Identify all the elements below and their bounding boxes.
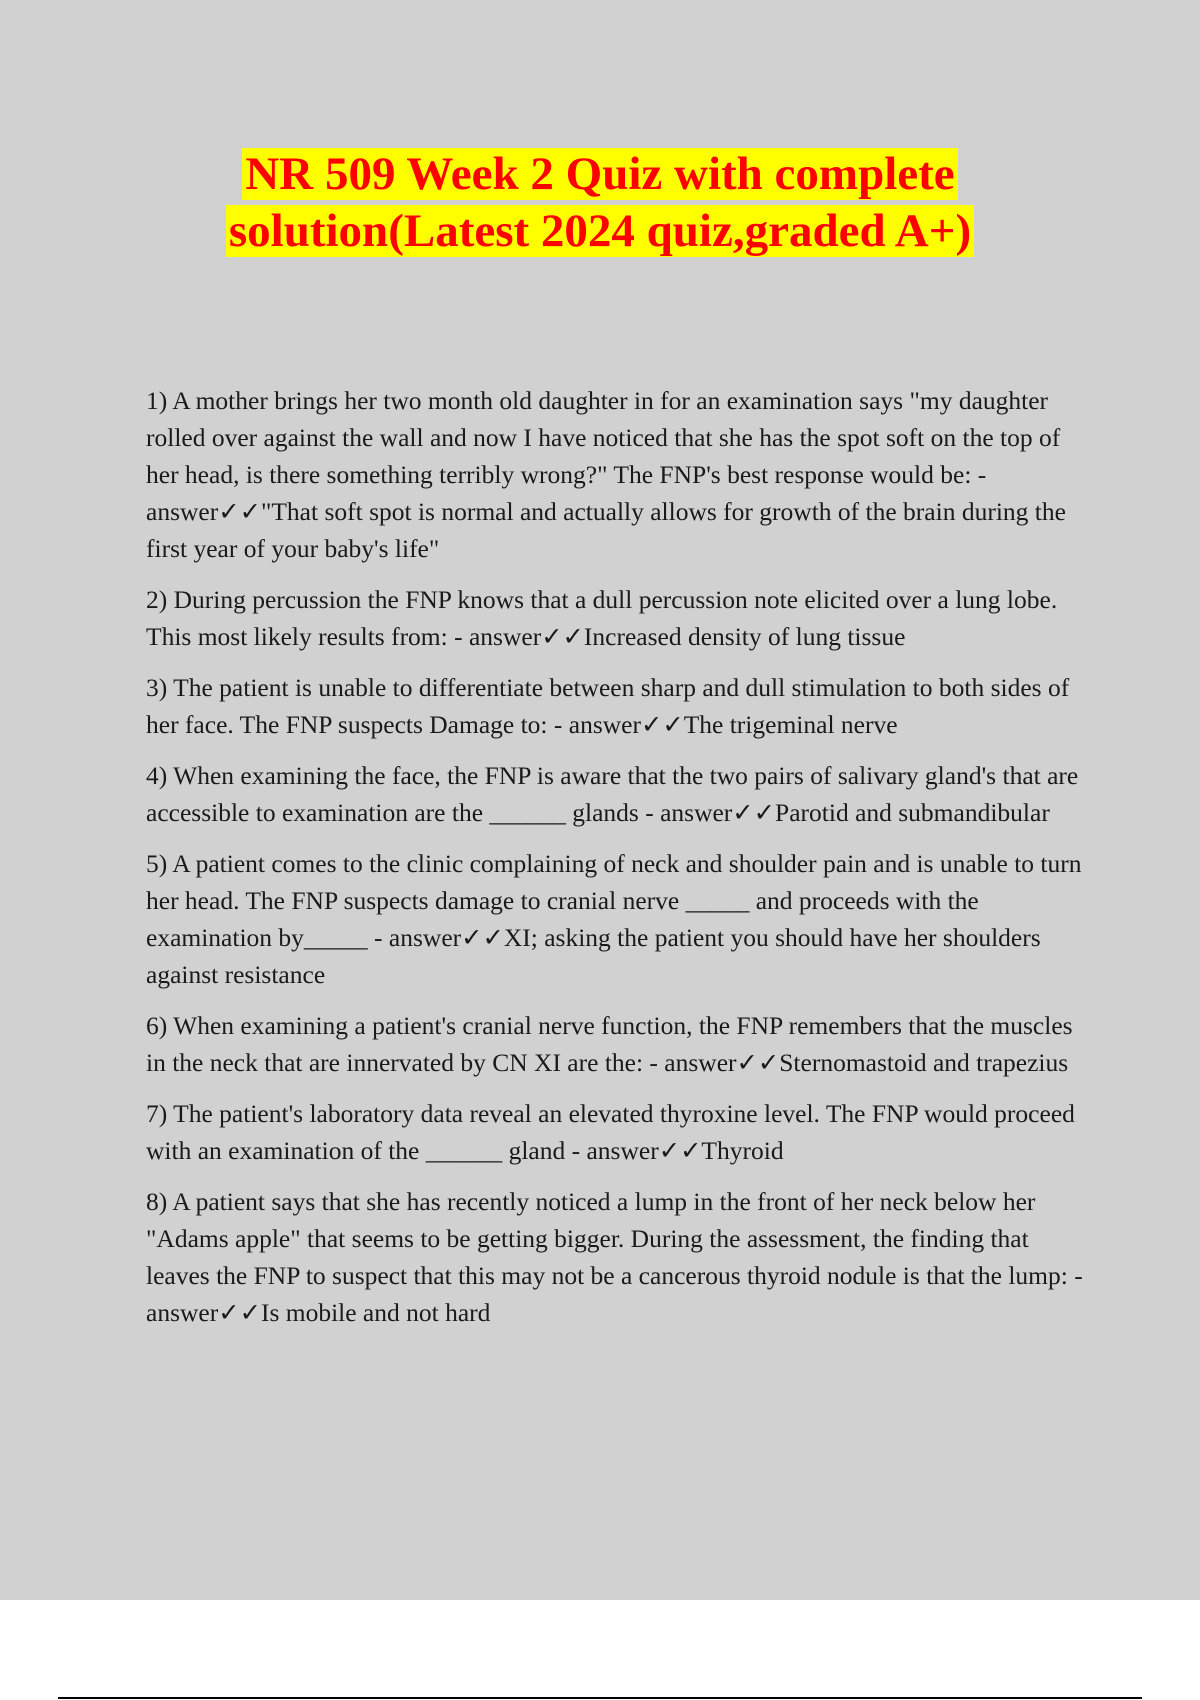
title-line-2: solution(Latest 2024 quiz,graded A+) — [226, 205, 974, 257]
document-title — [0, 146, 1200, 260]
question-1: 1) A mother brings her two month old daughter in for an examination says "my daughter rolled over against the wall and now I have noticed that she has the spot soft on the top of her head, is there something terribly wrong?" The FNP's best response would be: - answer✓✓"That soft spot is normal and actually allows for growth of the brain during the first year of your baby's life" — [146, 386, 1066, 563]
question-4: 4) When examining the face, the FNP is aware that the two pairs of salivary gland's that are accessible to examination are the ______ glands - answer✓✓Parotid and submandibular — [146, 761, 1079, 827]
page-footer — [0, 1600, 1200, 1700]
question-6: 6) When examining a patient's cranial nerve function, the FNP remembers that the muscles in the neck that are innervated by CN XI are the: - answer✓✓Sternomastoid and trapezius — [146, 1011, 1073, 1077]
footer-divider — [58, 1697, 1142, 1699]
question-8: 8) A patient says that she has recently noticed a lump in the front of her neck below her "Adams apple" that seems to be getting bigger. During the assessment, the finding that leaves the FNP to suspect that this may not be a cancerous thyroid nodule is that the lump: - answer✓✓Is mobile and not hard — [146, 1187, 1083, 1327]
question-2: 2) During percussion the FNP knows that a dull percussion note elicited over a lung lobe. This most likely results from: - answer✓✓Increased density of lung tissue — [146, 585, 1058, 651]
question-7: 7) The patient's laboratory data reveal an elevated thyroxine level. The FNP would proceed with an examination of the ______ gland - answer✓✓Thyroid — [146, 1099, 1075, 1165]
question-list — [146, 382, 1096, 1345]
title-line-1: NR 509 Week 2 Quiz with complete — [242, 148, 957, 200]
question-5: 5) A patient comes to the clinic complaining of neck and shoulder pain and is unable to turn her head. The FNP suspects damage to cranial nerve _____ and proceeds with the examination by_____ - answer✓✓XI; asking the patient you should have her shoulders against resistance — [146, 849, 1082, 989]
question-3: 3) The patient is unable to differentiate between sharp and dull stimulation to both sides of her face. The FNP suspects Damage to: - answer✓✓The trigeminal nerve — [146, 673, 1070, 739]
